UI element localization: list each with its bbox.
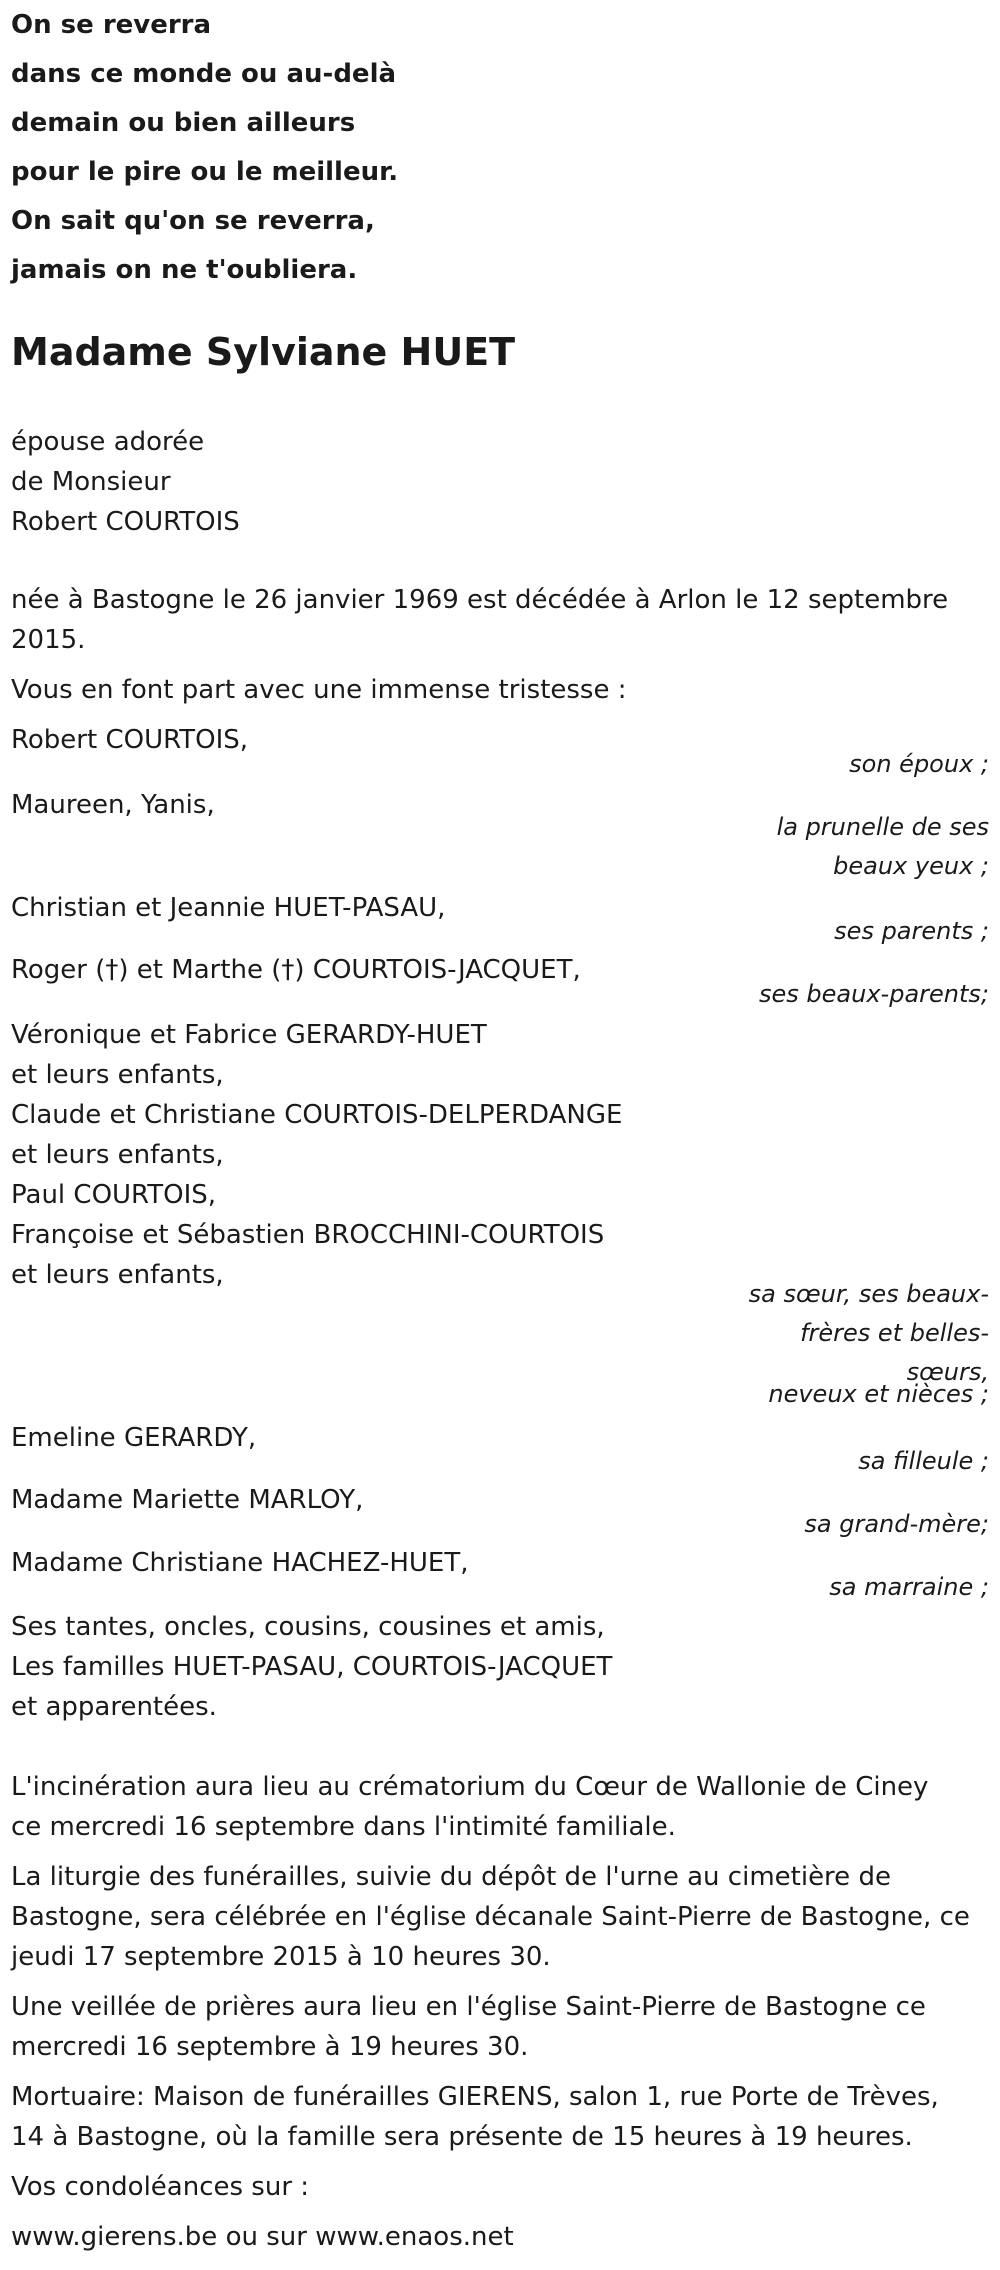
links-separator: ou sur bbox=[217, 2222, 316, 2252]
family-children: Maureen, Yanis, bbox=[11, 790, 215, 820]
gierens-link[interactable]: www.gierens.be bbox=[11, 2222, 218, 2252]
siblings-line: Claude et Christiane COURTOIS-DELPERDANGE bbox=[11, 1100, 623, 1130]
enaos-link[interactable]: www.enaos.net bbox=[315, 2222, 514, 2252]
poem-line: On se reverra bbox=[11, 10, 212, 40]
family-grandmother: Madame Mariette MARLOY, bbox=[11, 1485, 364, 1515]
role-goddaughter: sa filleule ; bbox=[858, 1447, 989, 1475]
cremation-line: L'incinération aura lieu au crématorium du Cœur de Wallonie de Ciney bbox=[11, 1772, 929, 1802]
family-parents: Christian et Jeannie HUET-PASAU, bbox=[11, 893, 446, 923]
birth-death-line: 2015. bbox=[11, 625, 86, 655]
role-godmother: sa marraine ; bbox=[829, 1573, 989, 1601]
deceased-name: Madame Sylviane HUET bbox=[11, 330, 516, 374]
liturgy-line: jeudi 17 septembre 2015 à 10 heures 30. bbox=[11, 1942, 551, 1972]
liturgy-line: La liturgie des funérailles, suivie du dépôt de l'urne au cimetière de bbox=[11, 1862, 891, 1892]
family-goddaughter: Emeline GERARDY, bbox=[11, 1423, 257, 1453]
vigil-line: Une veillée de prières aura lieu en l'église Saint-Pierre de Bastogne ce bbox=[11, 1992, 926, 2022]
role-spouse: son époux ; bbox=[849, 750, 989, 778]
announcement: Vous en font part avec une immense tristesse : bbox=[11, 675, 627, 705]
others-line: et apparentées. bbox=[11, 1692, 217, 1722]
spouse-line: épouse adorée bbox=[11, 427, 205, 457]
spouse-line: Robert COURTOIS bbox=[11, 507, 240, 537]
others-line: Les familles HUET-PASAU, COURTOIS-JACQUET bbox=[11, 1652, 613, 1682]
mortuary-line: 14 à Bastogne, où la famille sera présente de 15 heures à 19 heures. bbox=[11, 2122, 913, 2152]
others-line: Ses tantes, oncles, cousins, cousines et amis, bbox=[11, 1612, 605, 1642]
family-godmother: Madame Christiane HACHEZ-HUET, bbox=[11, 1548, 469, 1578]
role-children: la prunelle de ses beaux yeux ; bbox=[776, 813, 989, 880]
family-in-laws: Roger (†) et Marthe (†) COURTOIS-JACQUET, bbox=[11, 955, 581, 985]
poem-line: On sait qu'on se reverra, bbox=[11, 206, 375, 236]
poem-line: pour le pire ou le meilleur. bbox=[11, 157, 399, 187]
spouse-line: de Monsieur bbox=[11, 467, 171, 497]
role-siblings: sa sœur, ses beaux-frères et belles-sœurs, bbox=[748, 1280, 989, 1386]
role-nephews: neveux et nièces ; bbox=[768, 1380, 989, 1408]
condolences-links bbox=[11, 2217, 514, 2257]
poem-line: dans ce monde ou au-delà bbox=[11, 59, 397, 89]
siblings-line: et leurs enfants, bbox=[11, 1260, 224, 1290]
poem-line: jamais on ne t'oubliera. bbox=[11, 255, 358, 285]
role-grandmother: sa grand-mère; bbox=[804, 1510, 989, 1538]
family-spouse: Robert COURTOIS, bbox=[11, 725, 249, 755]
mortuary-line: Mortuaire: Maison de funérailles GIERENS, salon 1, rue Porte de Trèves, bbox=[11, 2082, 939, 2112]
siblings-line: Véronique et Fabrice GERARDY-HUET bbox=[11, 1020, 487, 1050]
poem-line: demain ou bien ailleurs bbox=[11, 108, 356, 138]
siblings-line: Françoise et Sébastien BROCCHINI-COURTOIS bbox=[11, 1220, 605, 1250]
cremation-line: ce mercredi 16 septembre dans l'intimité familiale. bbox=[11, 1812, 676, 1842]
role-parents: ses parents ; bbox=[834, 917, 989, 945]
vigil-line: mercredi 16 septembre à 19 heures 30. bbox=[11, 2032, 529, 2062]
siblings-line: Paul COURTOIS, bbox=[11, 1180, 217, 1210]
liturgy-line: Bastogne, sera célébrée en l'église décanale Saint-Pierre de Bastogne, ce bbox=[11, 1902, 970, 1932]
siblings-line: et leurs enfants, bbox=[11, 1140, 224, 1170]
siblings-line: et leurs enfants, bbox=[11, 1060, 224, 1090]
condolences-label: Vos condoléances sur : bbox=[11, 2172, 310, 2202]
role-in-laws: ses beaux-parents; bbox=[759, 980, 989, 1008]
birth-death-line: née à Bastogne le 26 janvier 1969 est décédée à Arlon le 12 septembre bbox=[11, 585, 949, 615]
